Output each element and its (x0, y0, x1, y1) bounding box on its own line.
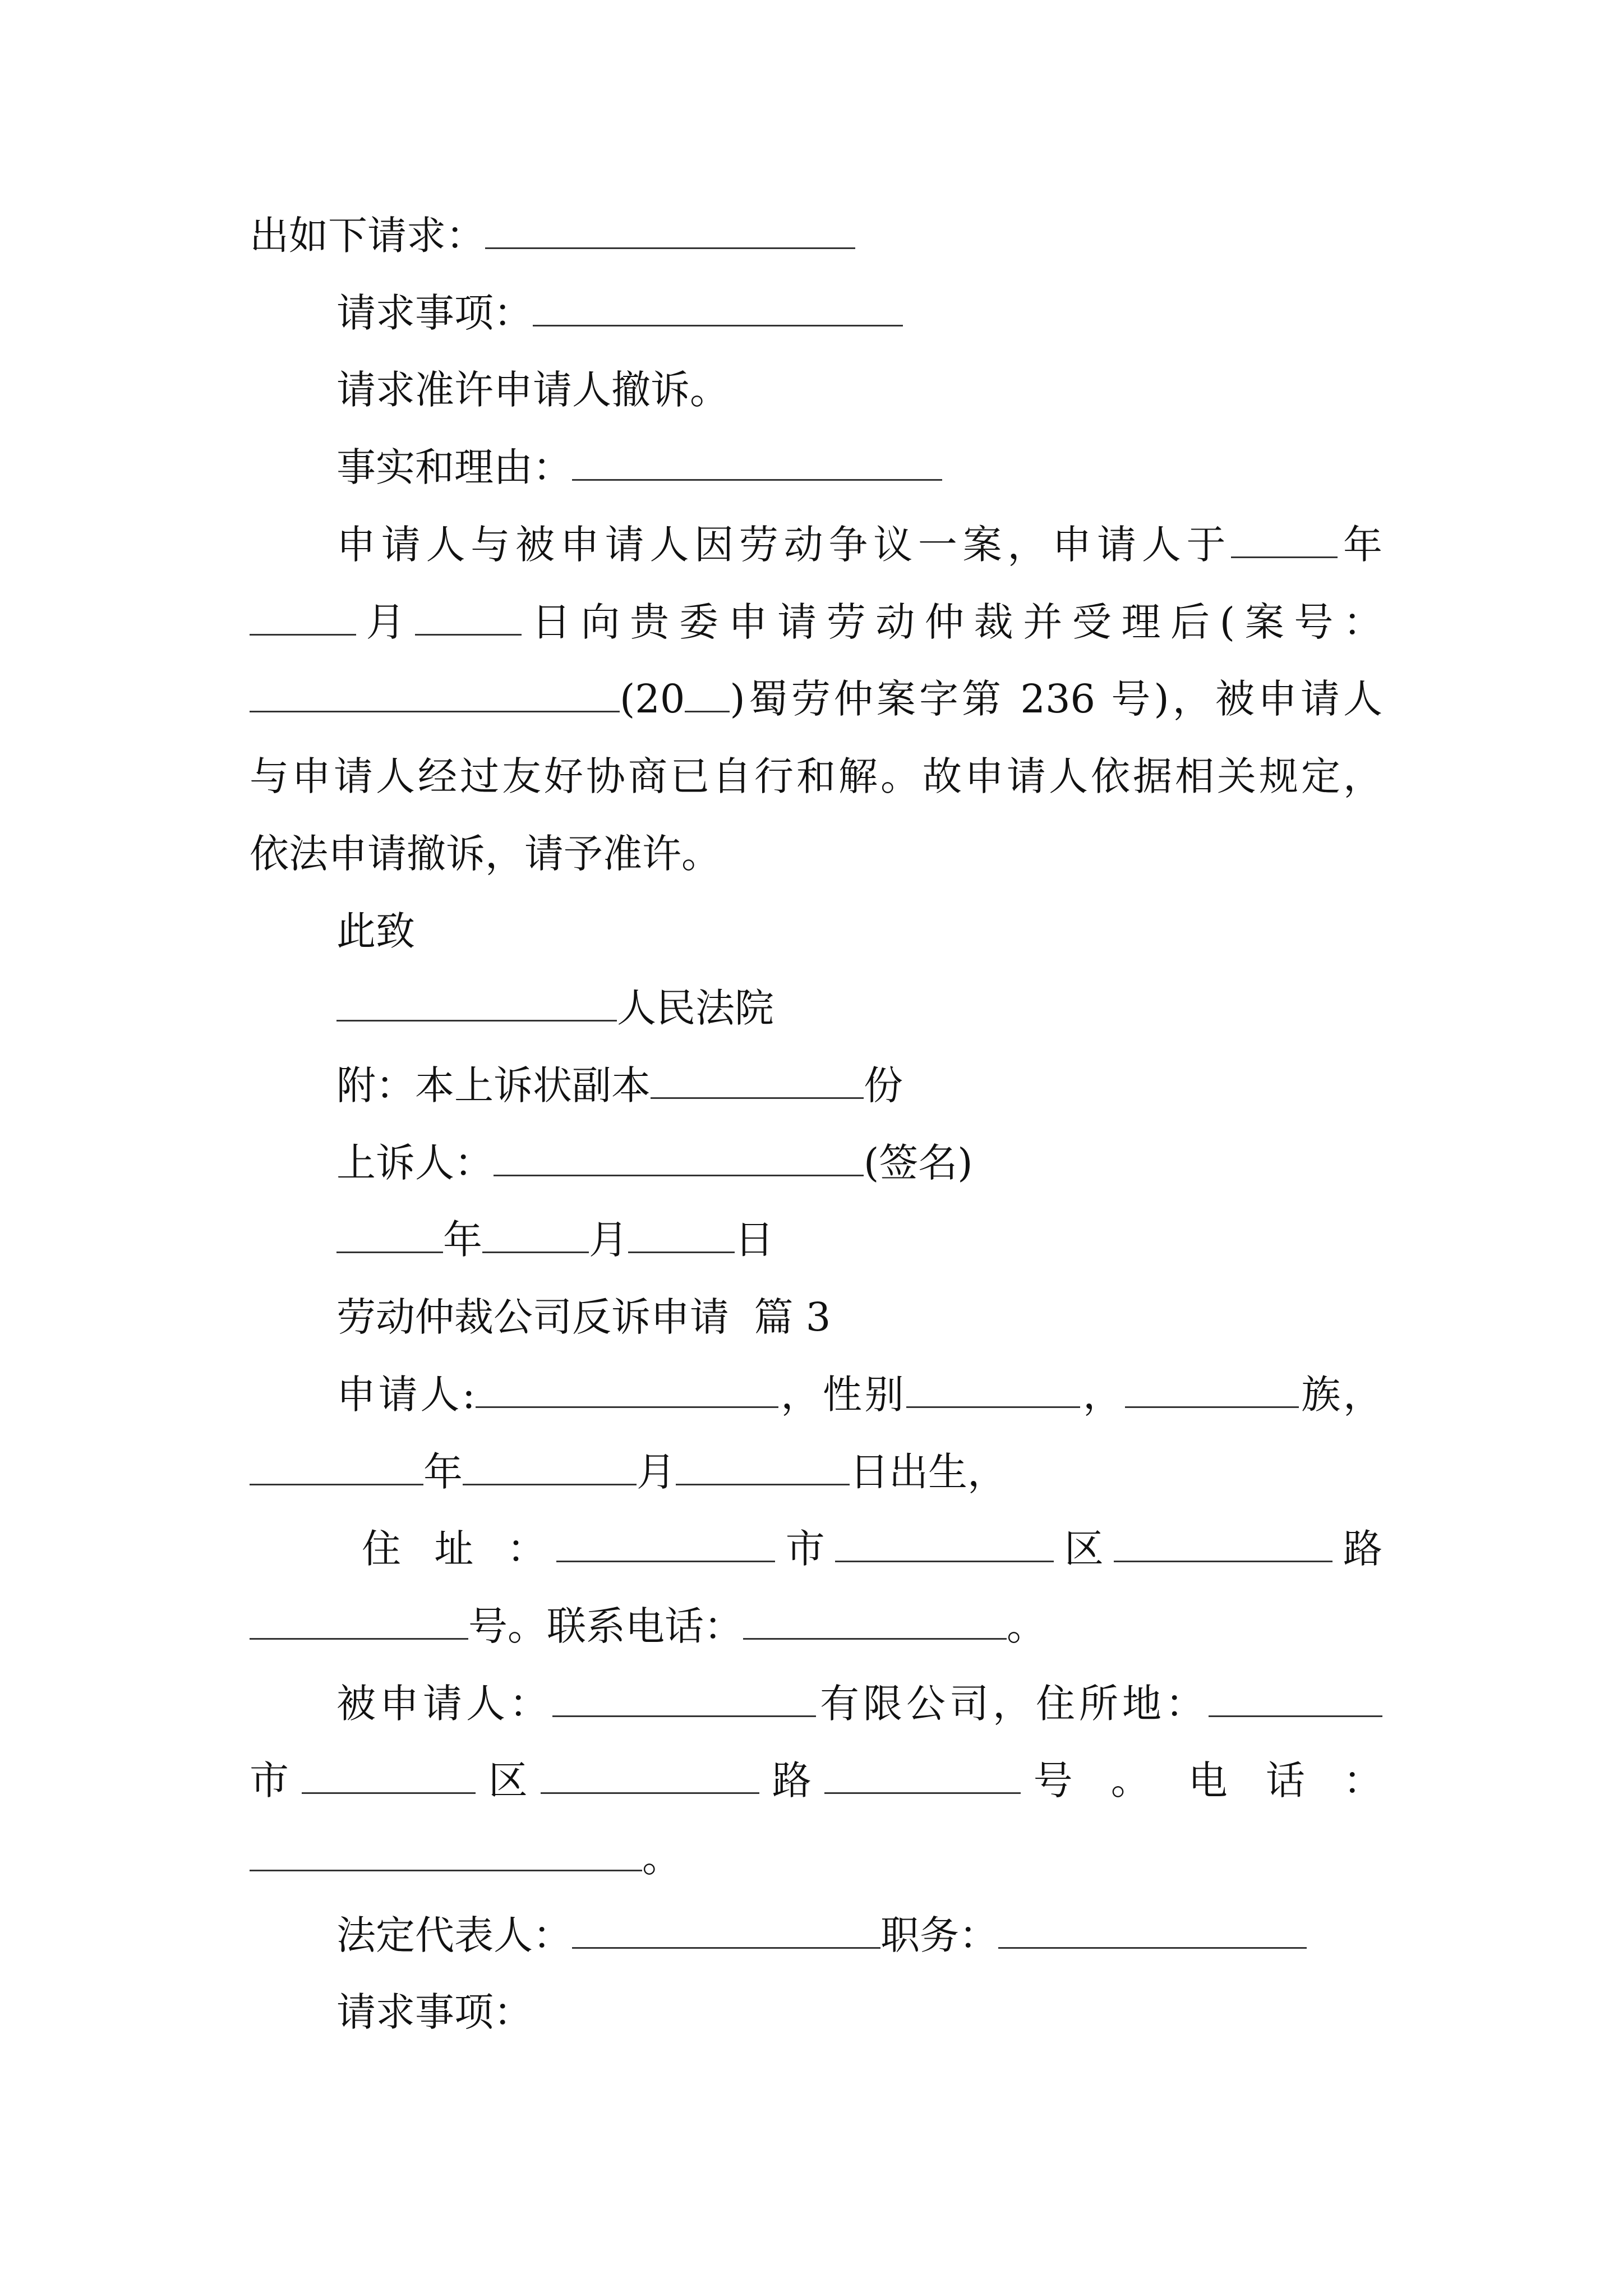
text-line (250, 594, 1382, 650)
blank-field (572, 1908, 880, 1949)
text-line (336, 1907, 1382, 1963)
text-segment: ，性别 (778, 1372, 907, 1418)
text-segment: 号 。 电 话 ： (1020, 1757, 1382, 1803)
blank-field (998, 1908, 1307, 1949)
blank-field (250, 1830, 642, 1871)
text-line (250, 826, 1382, 882)
text-line (336, 1366, 1382, 1423)
text-segment: )蜀劳仲案字第 236 号)，被申请人 (730, 676, 1382, 722)
text-line (336, 1212, 1382, 1268)
text-segment: 号。联系电话： (468, 1603, 743, 1649)
text-segment: 月 (589, 1217, 628, 1263)
text-segment: 日出生， (850, 1449, 1007, 1495)
text-segment: 日向贵委申请劳动仲裁并受理后(案号： (522, 599, 1382, 645)
text-line (336, 285, 1382, 341)
text-line (250, 748, 1382, 804)
text-segment: 人民法院 (617, 985, 774, 1031)
section-heading (336, 1289, 1382, 1345)
text-segment: 事实和理由： (336, 444, 572, 490)
text-segment: 劳动仲裁公司反诉申请 篇 3 (336, 1294, 831, 1340)
blank-field (1125, 1367, 1299, 1408)
blank-field (1231, 517, 1338, 558)
text-segment: 此致 (336, 908, 415, 954)
text-segment: 族， (1298, 1372, 1382, 1418)
blank-field (556, 1521, 775, 1562)
blank-field (533, 286, 903, 326)
blank-field (676, 1444, 850, 1485)
blank-field (250, 1444, 423, 1485)
blank-field (336, 981, 617, 1022)
text-segment: 路 (1332, 1526, 1382, 1572)
blank-field (250, 595, 356, 636)
text-segment: 请求事项： (336, 1989, 533, 2035)
text-line (336, 517, 1382, 573)
text-segment: 被申请人： (336, 1681, 552, 1727)
text-segment: 月 (356, 599, 416, 645)
blank-field (824, 1753, 1021, 1794)
text-line (250, 208, 1382, 264)
blank-field (552, 1676, 816, 1717)
text-line (250, 1752, 1382, 1809)
text-line (250, 671, 1382, 727)
blank-field (476, 1367, 778, 1408)
blank-field (494, 1135, 864, 1176)
text-line (336, 1135, 1382, 1191)
blank-field (906, 1367, 1080, 1408)
text-line (336, 362, 1382, 418)
text-line (362, 1521, 1382, 1577)
blank-field (685, 671, 730, 712)
blank-field (1114, 1521, 1332, 1562)
text-segment: 日 (735, 1217, 774, 1263)
text-segment: 附：本上诉状副本 (336, 1062, 651, 1108)
blank-field (482, 1212, 589, 1253)
blank-field (250, 1599, 468, 1640)
text-line (250, 1444, 1382, 1500)
text-segment: 申请人: (336, 1372, 476, 1418)
blank-field (1209, 1676, 1382, 1717)
text-segment: 。 (642, 1835, 681, 1881)
blank-field (541, 1753, 759, 1794)
text-segment: 年 (443, 1217, 482, 1263)
text-line (336, 903, 1382, 959)
text-segment: 法定代表人： (336, 1912, 572, 1958)
text-segment: 年 (423, 1449, 463, 1495)
text-segment: 住 址 ： (362, 1526, 557, 1572)
blank-field (336, 1212, 443, 1253)
text-segment: 申请人与被申请人因劳动争议一案，申请人于 (336, 522, 1232, 568)
blank-field (743, 1599, 1007, 1640)
text-line (336, 439, 1382, 495)
text-segment: 市 (250, 1757, 302, 1803)
text-segment: 请求准许申请人撤诉。 (336, 367, 729, 413)
text-segment: (20 (620, 676, 685, 722)
blank-field (835, 1521, 1054, 1562)
text-segment: 。 (1007, 1603, 1046, 1649)
blank-field (463, 1444, 637, 1485)
text-segment: (签名) (864, 1140, 973, 1186)
text-segment: 区 (1054, 1526, 1114, 1572)
text-segment: 份 (864, 1062, 903, 1108)
blank-field (302, 1753, 476, 1794)
text-line (250, 1830, 1382, 1886)
blank-field (651, 1058, 864, 1099)
text-line (336, 1676, 1382, 1732)
text-segment: ， (1080, 1372, 1125, 1418)
text-segment: 出如下请求： (250, 213, 485, 259)
blank-field (628, 1212, 735, 1253)
text-segment: 上诉人： (336, 1140, 494, 1186)
text-segment: 依法申请撤诉，请予准许。 (250, 831, 721, 877)
text-segment: 职务： (880, 1912, 998, 1958)
blank-field (415, 595, 522, 636)
text-segment: 有限公司，住所地： (816, 1681, 1209, 1727)
text-line (250, 1598, 1382, 1654)
text-line (336, 980, 1382, 1036)
text-segment: 请求事项： (336, 290, 533, 336)
text-segment: 月 (637, 1449, 676, 1495)
text-segment: 市 (775, 1526, 836, 1572)
blank-field (485, 208, 855, 249)
text-segment: 路 (759, 1757, 824, 1803)
text-line (336, 1984, 1382, 2040)
blank-field (572, 440, 942, 481)
text-segment: 区 (475, 1757, 541, 1803)
text-segment: 与申请人经过友好协商已自行和解。故申请人依据相关规定， (250, 753, 1382, 799)
text-segment: 年 (1338, 522, 1382, 568)
blank-field (250, 671, 620, 712)
text-line (336, 1057, 1382, 1114)
